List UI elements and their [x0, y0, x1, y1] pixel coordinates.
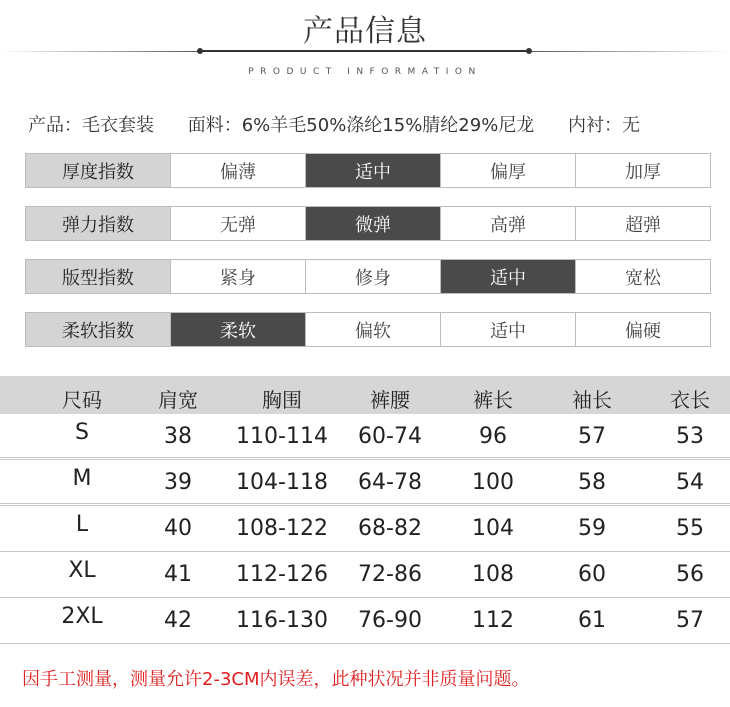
table-cell: 72-86: [358, 562, 422, 587]
page-title: 产品信息: [303, 14, 427, 49]
index-option: 偏硬: [576, 313, 710, 346]
table-cell: 100: [472, 470, 514, 495]
table-cell: 56: [676, 562, 704, 587]
index-option: 偏厚: [441, 154, 576, 187]
table-cell: XL: [68, 558, 96, 583]
index-option: 加厚: [576, 154, 710, 187]
table-cell: 2XL: [61, 604, 103, 629]
index-option: 适中: [306, 154, 441, 187]
table-cell: 59: [578, 516, 606, 541]
header-chest: 胸围: [262, 388, 302, 412]
index-option: 紧身: [171, 260, 306, 293]
divider-dot-right: [526, 48, 532, 54]
table-cell: 42: [164, 608, 192, 633]
title-divider-right: [528, 51, 730, 52]
index-option: 柔软: [171, 313, 306, 346]
index-option: 偏薄: [171, 154, 306, 187]
table-cell: 54: [676, 470, 704, 495]
title-divider: [200, 50, 528, 52]
index-option: 无弹: [171, 207, 306, 240]
table-cell: S: [75, 420, 89, 445]
table-cell: 110-114: [236, 424, 328, 449]
table-cell: 55: [676, 516, 704, 541]
table-cell: L: [75, 512, 89, 537]
divider-dot-left: [197, 48, 203, 54]
table-row: [0, 552, 730, 598]
index-row-softness: [25, 312, 711, 347]
product-name: 产品：毛衣套装: [28, 115, 154, 136]
index-label: 厚度指数: [26, 154, 171, 187]
index-option: 偏软: [306, 313, 441, 346]
header-size: 尺码: [62, 388, 102, 412]
header-pants-length: 裤长: [473, 388, 513, 412]
table-cell: 104-118: [236, 470, 328, 495]
table-row: [0, 460, 730, 506]
table-cell: 41: [164, 562, 192, 587]
table-cell: 112: [472, 608, 514, 633]
index-row-elasticity: [25, 206, 711, 241]
table-row: [0, 414, 730, 460]
index-label: 柔软指数: [26, 313, 171, 346]
product-info: [28, 111, 668, 137]
index-label: 版型指数: [26, 260, 171, 293]
table-cell: 39: [164, 470, 192, 495]
index-option: 微弹: [306, 207, 441, 240]
table-cell: 64-78: [358, 470, 422, 495]
index-option: 宽松: [576, 260, 710, 293]
table-cell: 76-90: [358, 608, 422, 633]
table-cell: M: [72, 466, 92, 491]
table-row: [0, 506, 730, 552]
index-option: 适中: [441, 313, 576, 346]
header-sleeve: 袖长: [572, 388, 612, 412]
table-cell: 61: [578, 608, 606, 633]
header-shoulder: 肩宽: [158, 388, 198, 412]
table-cell: 58: [578, 470, 606, 495]
table-cell: 108-122: [236, 516, 328, 541]
table-cell: 38: [164, 424, 192, 449]
page-subtitle: PRODUCT INFORMATION: [248, 67, 482, 77]
title-divider-left: [0, 51, 200, 52]
table-cell: 108: [472, 562, 514, 587]
table-cell: 53: [676, 424, 704, 449]
index-row-thickness: [25, 153, 711, 188]
table-cell: 68-82: [358, 516, 422, 541]
table-cell: 40: [164, 516, 192, 541]
measurement-note: 因手工测量，测量允许2-3CM内误差，此种状况并非质量问题。: [22, 669, 530, 690]
table-cell: 60-74: [358, 424, 422, 449]
fabric-composition: 面料：6%羊毛50%涤纶15%腈纶29%尼龙: [187, 115, 535, 136]
size-table-header: [0, 376, 730, 414]
table-cell: 104: [472, 516, 514, 541]
index-row-fit: [25, 259, 711, 294]
index-option: 修身: [306, 260, 441, 293]
table-cell: 112-126: [236, 562, 328, 587]
table-row: [0, 598, 730, 644]
table-cell: 60: [578, 562, 606, 587]
table-cell: 57: [676, 608, 704, 633]
index-option: 适中: [441, 260, 576, 293]
header-length: 衣长: [670, 388, 710, 412]
table-cell: 57: [578, 424, 606, 449]
table-cell: 116-130: [236, 608, 328, 633]
lining-info: 内衬：无: [568, 115, 641, 136]
header-waist: 裤腰: [370, 388, 410, 412]
index-option: 超弹: [576, 207, 710, 240]
index-option: 高弹: [441, 207, 576, 240]
table-cell: 96: [479, 424, 507, 449]
size-table: [0, 376, 730, 644]
index-label: 弹力指数: [26, 207, 171, 240]
